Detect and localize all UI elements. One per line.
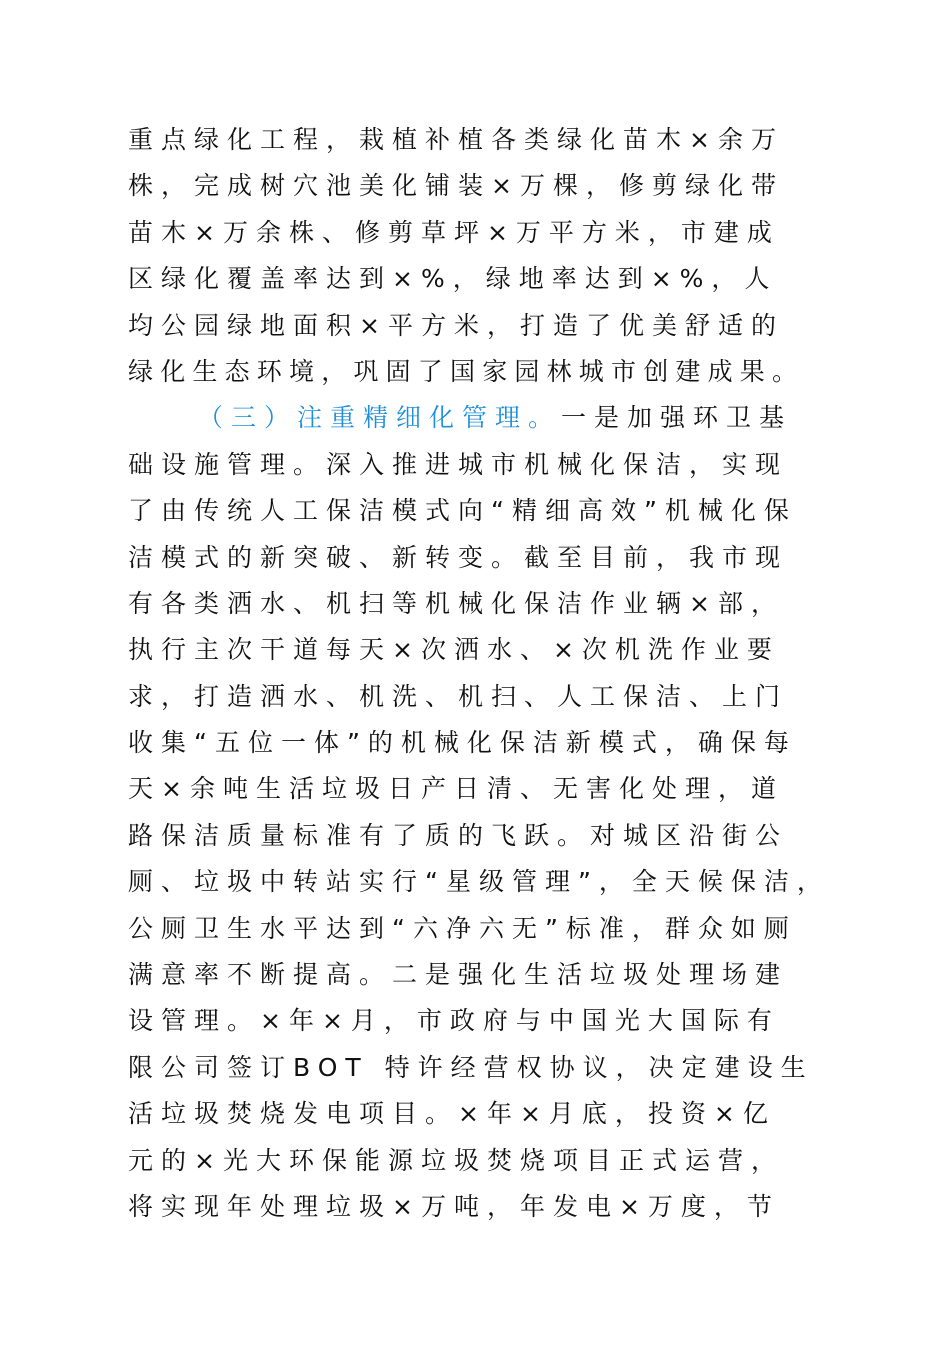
text-line: 重点绿化工程，栽植补植各类绿化苗木×余万 (128, 125, 784, 154)
text-line: 株，完成树穴池美化铺装×万棵，修剪绿化带 (128, 171, 784, 201)
text-line: 苗木×万余株、修剪草坪×万平方米，市建成 (128, 217, 780, 247)
text-line: 区绿化覆盖率达到×%，绿地率达到×%，人 (128, 264, 778, 294)
text-line: 有各类洒水、机扫等机械化保洁作业辆×部， (128, 588, 784, 618)
text-line: 路保洁质量标准有了质的飞跃。对城区沿街公 (128, 820, 789, 850)
text-line: 洁模式的新突破、新转变。截至目前，我市现 (128, 542, 789, 572)
text-line: 了由传统人工保洁模式向“精细高效”机械化保 (128, 496, 797, 526)
text-line: 求，打造洒水、机洗、机扫、人工保洁、上门 (128, 681, 789, 711)
section-first-line-rest: 一是加强环卫基 (561, 403, 793, 433)
text-line: 天×余吨生活垃圾日产日清、无害化处理，道 (128, 774, 784, 804)
text-line: 限公司签订BOT 特许经营权协议，决定建设生 (128, 1052, 814, 1082)
text-line: 活垃圾焚烧发电项目。×年×月底，投资×亿 (128, 1099, 776, 1129)
text-line: 设管理。×年×月，市政府与中国光大国际有 (128, 1006, 780, 1036)
text-line: 满意率不断提高。二是强化生活垃圾处理场建 (128, 960, 789, 990)
section-heading: （三）注重精细化管理。 (198, 403, 562, 433)
section-first-line (128, 395, 828, 441)
text-line: 元的×光大环保能源垃圾焚烧项目正式运营， (128, 1145, 784, 1175)
text-line: 础设施管理。深入推进城市机械化保洁，实现 (128, 449, 789, 479)
text-line: 将实现年处理垃圾×万吨，年发电×万度，节 (128, 1191, 780, 1221)
text-line: 绿化生态环境，巩固了国家园林城市创建成果。 (128, 356, 805, 386)
text-line: 均公园绿地面积×平方米，打造了优美舒适的 (128, 310, 784, 340)
text-line: 执行主次干道每天×次洒水、×次机洗作业要 (128, 635, 780, 665)
text-line: 厕、垃圾中转站实行“星级管理”，全天候保洁， (128, 867, 830, 897)
text-line: 收集“五位一体”的机械化保洁新模式，确保每 (128, 728, 797, 758)
text-line: 公厕卫生水平达到“六净六无”标准，群众如厕 (128, 913, 797, 943)
body-text (128, 117, 828, 1230)
